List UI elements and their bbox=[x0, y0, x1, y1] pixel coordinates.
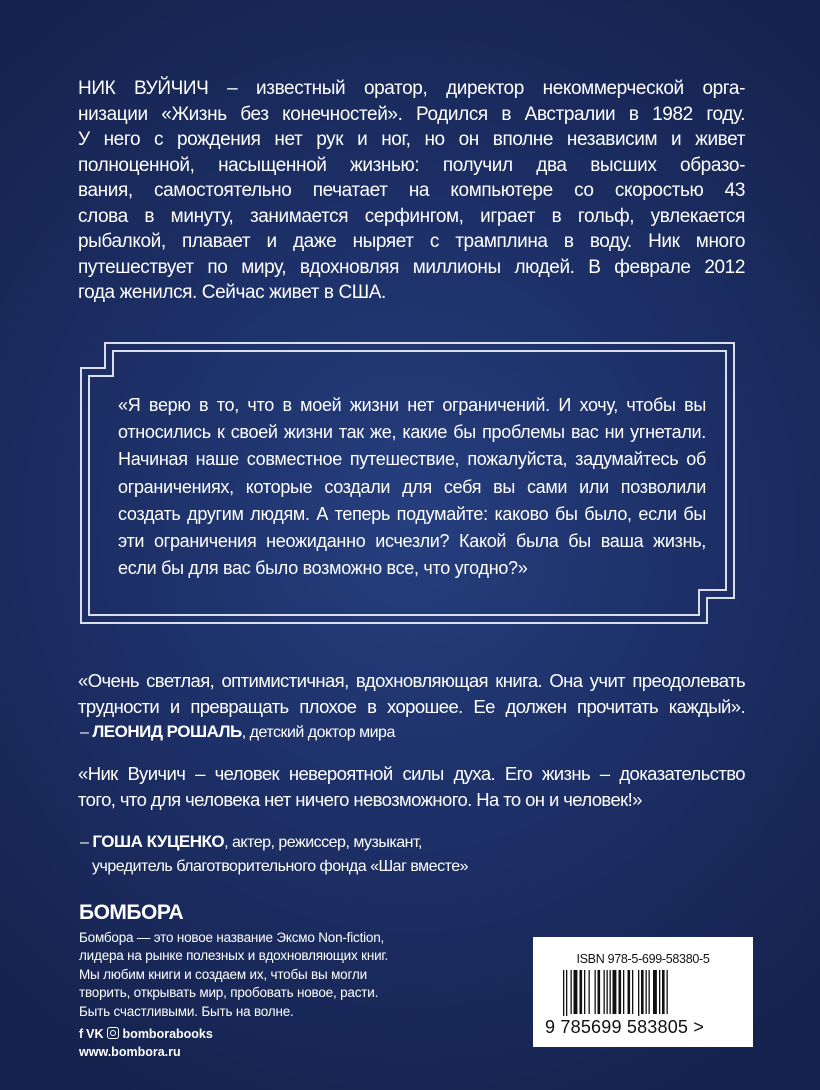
quote-line: ограничениях, которые создали для себя вы сами или позволили bbox=[118, 476, 706, 497]
barcode-bar bbox=[574, 970, 578, 1014]
barcode-digits: 9 785699 583805 > bbox=[545, 1017, 705, 1037]
barcode-bar bbox=[580, 970, 583, 1014]
bio-line: низации «Жизнь без конечностей». Родился в Австралии в 1982 году. bbox=[78, 103, 745, 125]
publisher-about bbox=[79, 929, 388, 1021]
bio-line: путешествует по миру, вдохновляя миллионы людей. В феврале 2012 bbox=[78, 256, 745, 278]
instagram-icon[interactable] bbox=[107, 1027, 119, 1039]
bio-line: года женился. Сейчас живет в США. bbox=[78, 282, 386, 303]
review-author: ГОША КУЦЕНКО bbox=[92, 832, 225, 851]
bio-line: У него с рождения нет рук и ног, но он вполне независим и живет bbox=[78, 129, 745, 150]
about-line: Мы любим книги и создаем их, чтобы вы могли bbox=[79, 966, 367, 982]
about-line: Быть счастливыми. Быть на волне. bbox=[79, 1003, 294, 1019]
barcode-bar bbox=[662, 970, 665, 1014]
facebook-icon[interactable]: f bbox=[79, 1027, 84, 1041]
dash: – bbox=[80, 724, 89, 741]
review-line: «Очень светлая, оптимистичная, вдохновляющая книга. Она учит преодолевать bbox=[78, 670, 745, 691]
isbn-barcode bbox=[533, 937, 753, 1047]
author-quote bbox=[118, 392, 706, 582]
barcode-bar bbox=[604, 970, 605, 1014]
publisher-social bbox=[79, 1025, 213, 1061]
barcode-bar bbox=[628, 970, 631, 1014]
barcode-bar bbox=[563, 970, 564, 1016]
barcode-bar bbox=[566, 970, 567, 1016]
about-line: лидера на рынке полезных и вдохновляющих книг. bbox=[79, 948, 389, 964]
barcode-bar bbox=[595, 970, 596, 1014]
barcode-bar bbox=[619, 970, 622, 1014]
barcode-bar bbox=[653, 970, 657, 1014]
website-link[interactable]: www.bombora.ru bbox=[79, 1045, 181, 1059]
review-roshal bbox=[78, 668, 745, 720]
review-attribution bbox=[80, 830, 468, 879]
quote-line: создать другим людям. А теперь подумайте: каково бы было, если бы bbox=[118, 503, 706, 524]
barcode-bar bbox=[667, 970, 668, 1014]
review-line: того, что для человека нет ничего невозможного. На то он и человек!» bbox=[78, 789, 642, 810]
dash: – bbox=[80, 834, 89, 851]
barcode-bar bbox=[613, 970, 617, 1014]
barcode-bar bbox=[632, 970, 633, 1014]
publisher-logo: БОМБОРА bbox=[79, 901, 184, 924]
quote-line: эти ограничения неожиданно исчезли? Какой была бы ваша жизнь, bbox=[118, 531, 706, 552]
social-handle[interactable]: bomborabooks bbox=[122, 1027, 213, 1041]
barcode-bars bbox=[563, 970, 723, 1020]
bio-line: вания, самостоятельно печатает на компьютере со скоростью 43 bbox=[78, 180, 745, 201]
isbn-number: ISBN 978-5-699-58380-5 bbox=[576, 952, 710, 966]
bio-line: рыбалкой, плавает и даже ныряет с трамплина в воду. Ник много bbox=[78, 231, 745, 252]
barcode-bar bbox=[649, 970, 650, 1014]
review-line: трудности и превращать плохое в хорошее. Ее должен прочитать каждый». bbox=[78, 696, 745, 717]
barcode-bar bbox=[610, 970, 611, 1014]
quote-line: Начиная наше совместное путешествие, пожалуйста, задумайтесь об bbox=[118, 449, 706, 470]
barcode-bar bbox=[571, 970, 572, 1014]
barcode-bar bbox=[641, 970, 644, 1014]
bio-line: полноценной, насыщенной жизнью: получил два высших образо- bbox=[78, 154, 745, 176]
vk-icon[interactable]: VK bbox=[86, 1027, 104, 1041]
quote-line: относились к своей жизни так же, какие бы проблемы вас ни угнетали. bbox=[118, 422, 706, 443]
review-author-role-line2: учредитель благотворительного фонда «Шаг вместе» bbox=[92, 858, 469, 875]
bio-line: слова в минуту, занимается серфингом, играет в гольф, увлекается bbox=[78, 205, 745, 227]
barcode-bar bbox=[584, 970, 585, 1014]
about-line: творить, открывать мир, пробовать новое, расти. bbox=[79, 985, 379, 1001]
quote-line: «Я верю в то, что в моей жизни нет ограничений. И хочу, чтобы вы bbox=[118, 395, 706, 415]
author-bio bbox=[78, 76, 745, 306]
review-line: «Ник Вуичич – человек невероятной силы духа. Его жизнь – доказательство bbox=[78, 763, 745, 784]
review-author-role: , детский доктор мира bbox=[241, 724, 395, 741]
review-author: ЛЕОНИД РОШАЛЬ bbox=[92, 722, 242, 741]
bio-line: НИК ВУЙЧИЧ – известный оратор, директор некоммерческой орга- bbox=[78, 78, 745, 99]
barcode-bar bbox=[646, 970, 647, 1014]
barcode-bar bbox=[659, 970, 660, 1014]
barcode-bar bbox=[598, 970, 601, 1014]
barcode-bar bbox=[638, 970, 639, 1016]
barcode-bar bbox=[607, 970, 608, 1014]
barcode-bar bbox=[589, 970, 590, 1014]
about-line: Бомбора — это новое название Эксмо Non-fiction, bbox=[79, 930, 385, 945]
review-attribution bbox=[80, 722, 395, 742]
review-author-role: , актер, режиссер, музыкант, bbox=[224, 834, 422, 851]
review-kutsenko bbox=[78, 761, 745, 813]
quote-line: если бы для вас было возможно все, что угодно?» bbox=[118, 558, 528, 579]
barcode-bar bbox=[623, 970, 624, 1014]
